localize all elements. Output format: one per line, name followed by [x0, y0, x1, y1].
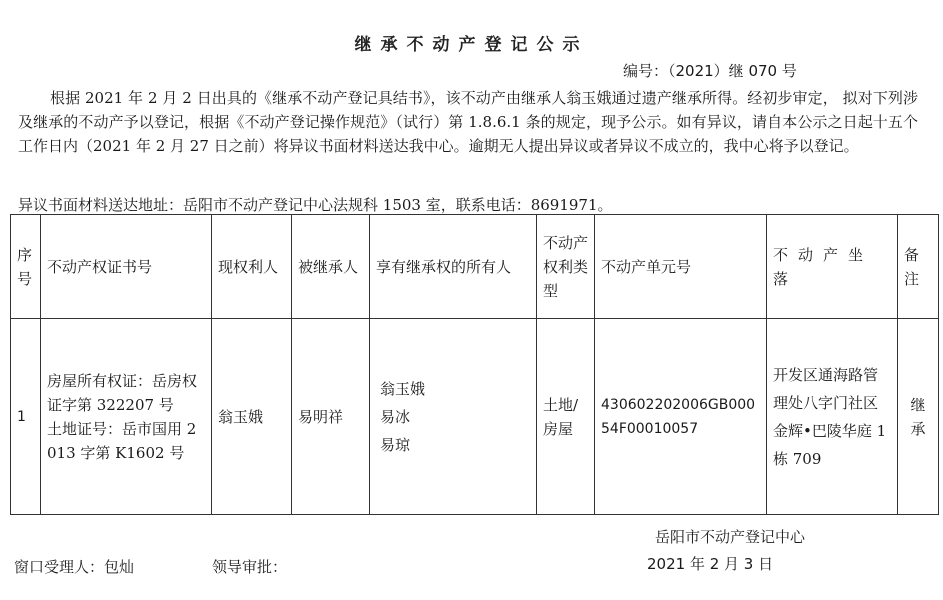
heir-item: 易冰 [380, 407, 411, 426]
table-row [11, 319, 939, 515]
table-header-row [11, 215, 939, 319]
header-current-owner: 现权利人 [212, 215, 292, 319]
objection-address: 异议书面材料送达地址：岳阳市不动产登记中心法规科 1503 室，联系电话：8691971。 [18, 196, 613, 214]
document-number: 编号：（2021）继 070 号 [623, 62, 797, 80]
cell-cert-no [41, 319, 212, 515]
header-location: 不动产坐落 [767, 215, 898, 319]
notice-body: 根据 2021 年 2 月 2 日出具的《继承不动产登记具结书》，该不动产由继承人翁玉娥通过遗产继承所得。经初步审定， 拟对下列涉及继承的不动产予以登记，根据《不动产登记操作规范》（试行）第 1.8.6.1 条的规定，现予公示。如有异议，请自本公示之日起十五个工作日内（2021 年 2 月 27 日之前）将异议书面材料送达我中心。逾期无人提出异议或者异议不成立的，我中心将予以登记。 [18, 89, 918, 155]
cell-location: 开发区通海路管理处八字门社区金辉•巴陵华庭 1 栋 709 [767, 319, 898, 515]
issuer-name: 岳阳市不动产登记中心 [655, 528, 806, 546]
cell-heirs [370, 319, 537, 515]
header-unit-no: 不动产单元号 [595, 215, 767, 319]
window-receiver: 窗口受理人：包灿 [14, 558, 135, 576]
header-remark: 备注 [898, 215, 939, 319]
cell-deceased: 易明祥 [292, 319, 370, 515]
registration-table [10, 214, 939, 515]
page-title: 继承不动产登记公示 [354, 35, 589, 55]
cell-property-type: 土地/房屋 [537, 319, 595, 515]
cell-seq: 1 [11, 319, 41, 515]
header-property-type: 不动产权利类型 [537, 215, 595, 319]
header-seq: 序号 [11, 215, 41, 319]
cell-current-owner: 翁玉娥 [212, 319, 292, 515]
cert-land: 土地证号：岳市国用 2013 字第 K1602 号 [47, 419, 197, 462]
cert-house: 房屋所有权证：岳房权证字第 322207 号 [47, 371, 198, 414]
issue-date: 2021 年 2 月 3 日 [647, 555, 774, 573]
header-cert-no: 不动产权证书号 [41, 215, 212, 319]
heir-item: 易琼 [380, 435, 411, 454]
header-heirs: 享有继承权的所有人 [370, 215, 537, 319]
cell-remark: 继承 [898, 319, 939, 515]
leader-approval: 领导审批： [212, 558, 288, 576]
header-deceased: 被继承人 [292, 215, 370, 319]
heir-item: 翁玉娥 [380, 379, 426, 398]
cell-unit-no: 430602202006GB00054F00010057 [595, 319, 767, 515]
